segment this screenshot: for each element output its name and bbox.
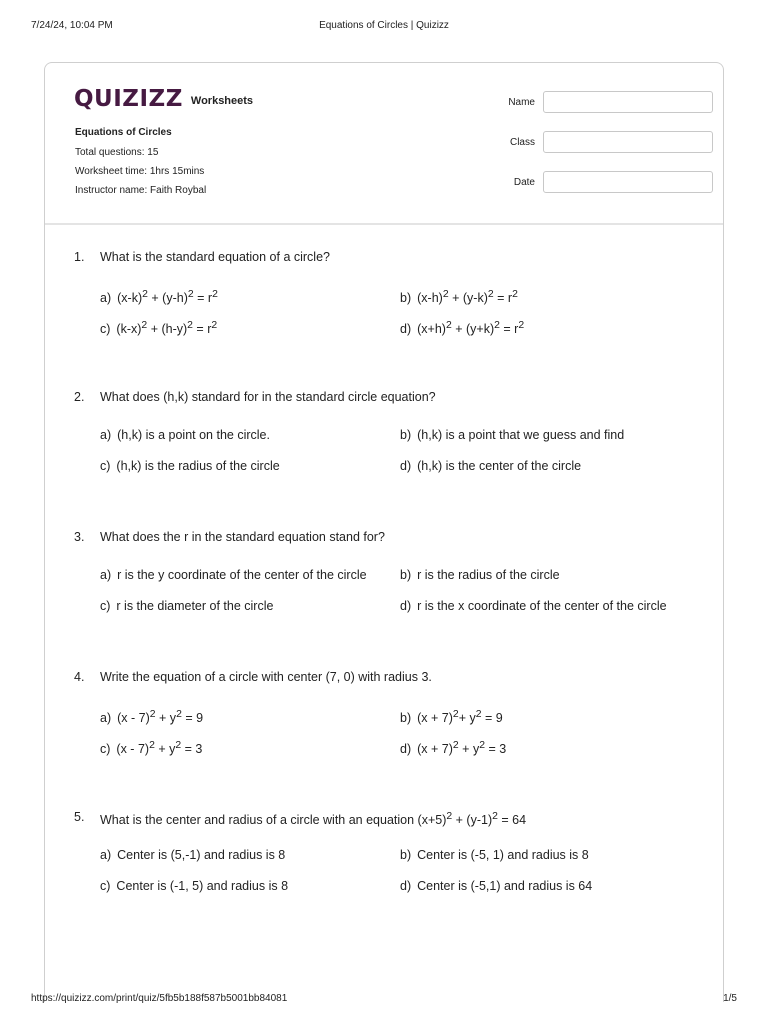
- question-prompt: [74, 248, 714, 266]
- quizizz-logo: [74, 84, 253, 112]
- option-b: [400, 286, 518, 304]
- question-text: What is the center and radius of a circle with an equation $(x+5)^2 + (y-1)^2 = 64$: [100, 811, 527, 828]
- option-letter: b): [400, 848, 412, 862]
- option-text: (h,k) is the radius of the circle: [116, 459, 280, 473]
- print-url: https://quizizz.com/print/quiz/5fb5b188f587b5001bb84081: [31, 993, 288, 1004]
- option-text: r is the diameter of the circle: [116, 599, 274, 613]
- option-letter: c): [100, 459, 111, 473]
- question-prompt: [74, 528, 714, 546]
- option-letter: b): [400, 711, 412, 726]
- answer-options: [74, 706, 714, 768]
- question-2: [74, 388, 714, 528]
- question-text: What is the standard equation of a circle?: [100, 250, 330, 264]
- question-prompt: [74, 388, 714, 406]
- question-text: What does (h,k) standard for in the standard circle equation?: [100, 390, 436, 404]
- option-letter: c): [100, 599, 111, 613]
- name-label: Name: [508, 97, 535, 108]
- answer-options: [74, 566, 714, 628]
- name-field[interactable]: [543, 91, 713, 113]
- option-a: [100, 426, 270, 444]
- question-list: [74, 248, 714, 908]
- option-text: $(x + 7)^2+ y^2 = 9$: [417, 709, 503, 726]
- option-letter: c): [100, 879, 111, 893]
- option-c: [100, 877, 288, 895]
- question-5: [74, 808, 714, 908]
- option-letter: a): [100, 711, 112, 726]
- worksheet-header: [45, 63, 723, 225]
- option-letter: c): [100, 322, 111, 337]
- option-letter: d): [400, 879, 412, 893]
- option-text: Center is (-1, 5) and radius is 8: [116, 879, 289, 893]
- question-number: 3.: [74, 530, 85, 544]
- option-letter: d): [400, 322, 412, 337]
- option-c: [100, 597, 273, 615]
- question-4: [74, 668, 714, 808]
- class-field-row: [465, 131, 695, 155]
- option-text: Center is (-5, 1) and radius is 8: [417, 848, 589, 862]
- total-questions: Total questions: 15: [75, 147, 159, 158]
- option-text: r is the x coordinate of the center of the circle: [417, 599, 667, 613]
- option-text: r is the y coordinate of the center of the circle: [117, 568, 367, 582]
- option-a: [100, 706, 203, 724]
- option-text: (h,k) is a point that we guess and find: [417, 428, 625, 442]
- option-a: [100, 846, 285, 864]
- name-field-row: [465, 91, 695, 115]
- option-letter: d): [400, 459, 412, 473]
- question-3: [74, 528, 714, 668]
- option-d: [400, 457, 581, 475]
- print-header: [31, 20, 737, 34]
- option-d: [400, 877, 592, 895]
- question-text: Write the equation of a circle with center (7, 0) with radius 3.: [100, 670, 432, 684]
- option-a: [100, 566, 367, 584]
- worksheet-title: Equations of Circles: [75, 127, 172, 138]
- option-letter: a): [100, 291, 112, 306]
- answer-options: [74, 426, 714, 488]
- option-letter: c): [100, 742, 111, 757]
- option-letter: d): [400, 599, 412, 613]
- option-text: $(x-k)^2 + (y-h)^2 = r^2$: [117, 289, 218, 306]
- date-label: Date: [513, 177, 535, 188]
- option-letter: b): [400, 568, 412, 582]
- option-text: $(x + 7)^2 + y^2 = 3$: [417, 740, 507, 757]
- question-number: 4.: [74, 670, 85, 684]
- answer-options: [74, 846, 714, 908]
- option-text: Center is (5,-1) and radius is 8: [117, 848, 286, 862]
- answer-options: [74, 286, 714, 348]
- option-letter: d): [400, 742, 412, 757]
- option-letter: a): [100, 428, 112, 442]
- option-b: [400, 706, 503, 724]
- option-a: [100, 286, 218, 304]
- option-text: (h,k) is the center of the circle: [417, 459, 582, 473]
- question-number: 1.: [74, 250, 85, 264]
- question-number: 5.: [74, 810, 85, 824]
- print-footer: [31, 993, 737, 1007]
- logo-subtitle: Worksheets: [190, 95, 254, 107]
- option-text: $(x-h)^2 + (y-k)^2 = r^2$: [417, 289, 518, 306]
- print-doc-title: Equations of Circles | Quizizz: [319, 20, 449, 31]
- option-text: r is the radius of the circle: [417, 568, 560, 582]
- option-d: [400, 317, 524, 335]
- option-b: [400, 566, 560, 584]
- option-text: $(x - 7)^2 + y^2 = 9$: [117, 709, 204, 726]
- option-letter: b): [400, 428, 412, 442]
- option-text: $(x - 7)^2 + y^2 = 3$: [116, 740, 203, 757]
- class-label: Class: [509, 137, 535, 148]
- option-letter: a): [100, 568, 112, 582]
- question-prompt: [74, 808, 714, 826]
- question-number: 2.: [74, 390, 85, 404]
- option-letter: a): [100, 848, 112, 862]
- option-d: [400, 597, 667, 615]
- option-b: [400, 846, 589, 864]
- option-text: $(k-x)^2 + (h-y)^2 = r^2$: [116, 320, 218, 337]
- question-text: What does the r in the standard equation stand for?: [100, 530, 385, 544]
- option-c: [100, 457, 280, 475]
- page-number: 1/5: [723, 993, 737, 1004]
- option-text: Center is (-5,1) and radius is 64: [417, 879, 593, 893]
- option-c: [100, 737, 202, 755]
- option-b: [400, 426, 624, 444]
- class-field[interactable]: [543, 131, 713, 153]
- option-text: $(x+h)^2 + (y+k)^2 = r^2$: [417, 320, 525, 337]
- question-1: [74, 248, 714, 388]
- instructor-name: Instructor name: Faith Roybal: [75, 185, 207, 196]
- worksheet-meta: [75, 127, 206, 204]
- option-d: [400, 737, 506, 755]
- date-field-row: [465, 171, 695, 195]
- logo-wordmark: QUIZIZZ: [74, 86, 183, 112]
- worksheet-time: Worksheet time: 1hrs 15mins: [75, 166, 205, 177]
- option-c: [100, 317, 217, 335]
- option-letter: b): [400, 291, 412, 306]
- print-datetime: 7/24/24, 10:04 PM: [31, 20, 113, 31]
- option-text: (h,k) is a point on the circle.: [117, 428, 270, 442]
- date-field[interactable]: [543, 171, 713, 193]
- question-prompt: [74, 668, 714, 686]
